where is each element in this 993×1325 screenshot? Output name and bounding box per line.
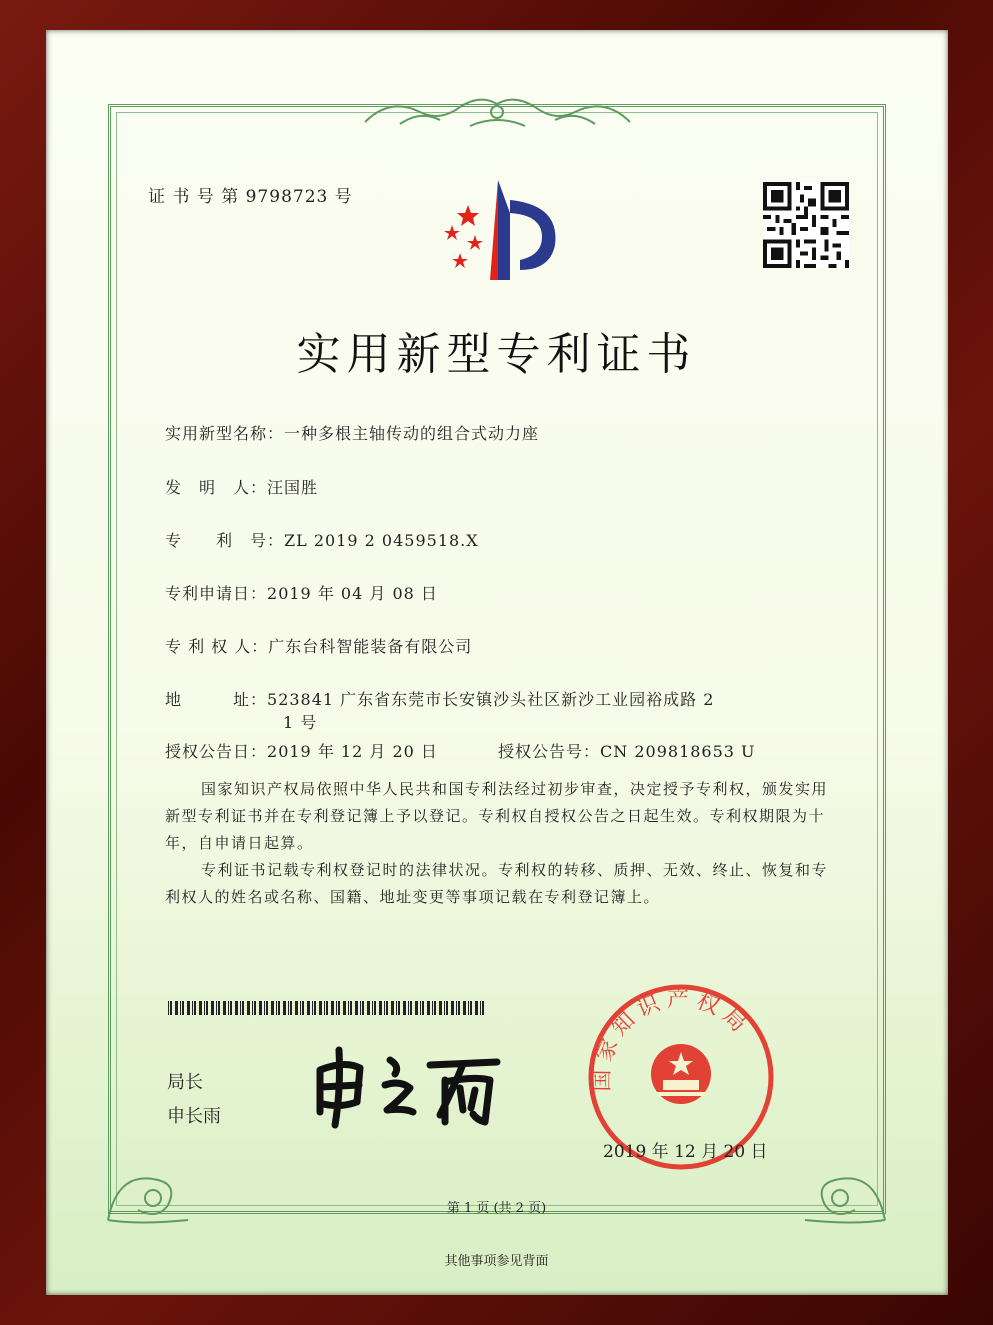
field-filing-date (165, 581, 438, 604)
grant-number-value: CN 209818653 U (600, 742, 756, 761)
certificate-title: 实用新型专利证书 (296, 329, 697, 380)
field-patent-number (165, 528, 479, 551)
grant-date-value: 2019 年 12 月 20 日 (267, 742, 438, 761)
field-label: 专利申请日： (165, 584, 268, 603)
grant-date (165, 739, 438, 762)
signatory-name: 申长雨 (167, 1106, 221, 1127)
footer-note: 其他事项参见背面 (444, 1254, 549, 1269)
body-paragraph: 专利证书记载专利权登记时的法律状况。专利权的转移、质押、无效、终止、恢复和专利权人的姓名或名称、国籍、地址变更等事项记载在专利登记簿上。 (165, 861, 829, 906)
field-value: 汪国胜 (267, 478, 319, 497)
field-value: 广东台科智能装备有限公司 (268, 637, 473, 656)
field-value: 2019 年 04 月 08 日 (267, 584, 438, 603)
field-address (165, 687, 714, 710)
patent-office-logo-icon (430, 175, 570, 285)
body-paragraph: 国家知识产权局依照中华人民共和国专利法经过初步审查，决定授予专利权，颁发实用新型专利证书并在专利登记簿上予以登记。专利权自授权公告之日起生效。专利权期限为十年，自申请日起算。 (165, 780, 829, 852)
seal-date: 2019 年 12 月 20 日 (603, 1142, 768, 1162)
field-label: 发 明 人： (165, 478, 268, 497)
field-address-line2: 1 号 (283, 713, 318, 732)
field-label: 地 址： (165, 690, 268, 709)
field-value: 一种多根主轴传动的组合式动力座 (284, 424, 540, 443)
grant-number (498, 739, 756, 762)
field-value: 523841 广东省东莞市长安镇沙头社区新沙工业园裕成路 2 (267, 690, 715, 709)
field-label: 专 利 权 人： (165, 637, 269, 656)
field-value: ZL 2019 2 0459518.X (284, 531, 479, 550)
signatory-title: 局长 (167, 1072, 203, 1093)
top-ornament-icon (360, 92, 635, 132)
grant-number-label: 授权公告号： (498, 742, 601, 761)
handwritten-signature-icon (305, 1040, 505, 1130)
field-patentee (165, 634, 472, 657)
seal-text: 国家知识产权局 (589, 987, 755, 1092)
field-name (165, 421, 539, 444)
qr-code-icon (763, 182, 849, 268)
page-number: 第 1 页 (共 2 页) (446, 1201, 547, 1216)
barcode-icon (168, 1001, 485, 1015)
certificate-number: 证 书 号 第 9798723 号 (148, 187, 353, 207)
field-label: 实用新型名称： (165, 424, 285, 443)
field-label: 专 利 号： (165, 531, 285, 550)
field-inventor (165, 475, 318, 498)
grant-date-label: 授权公告日： (165, 742, 268, 761)
